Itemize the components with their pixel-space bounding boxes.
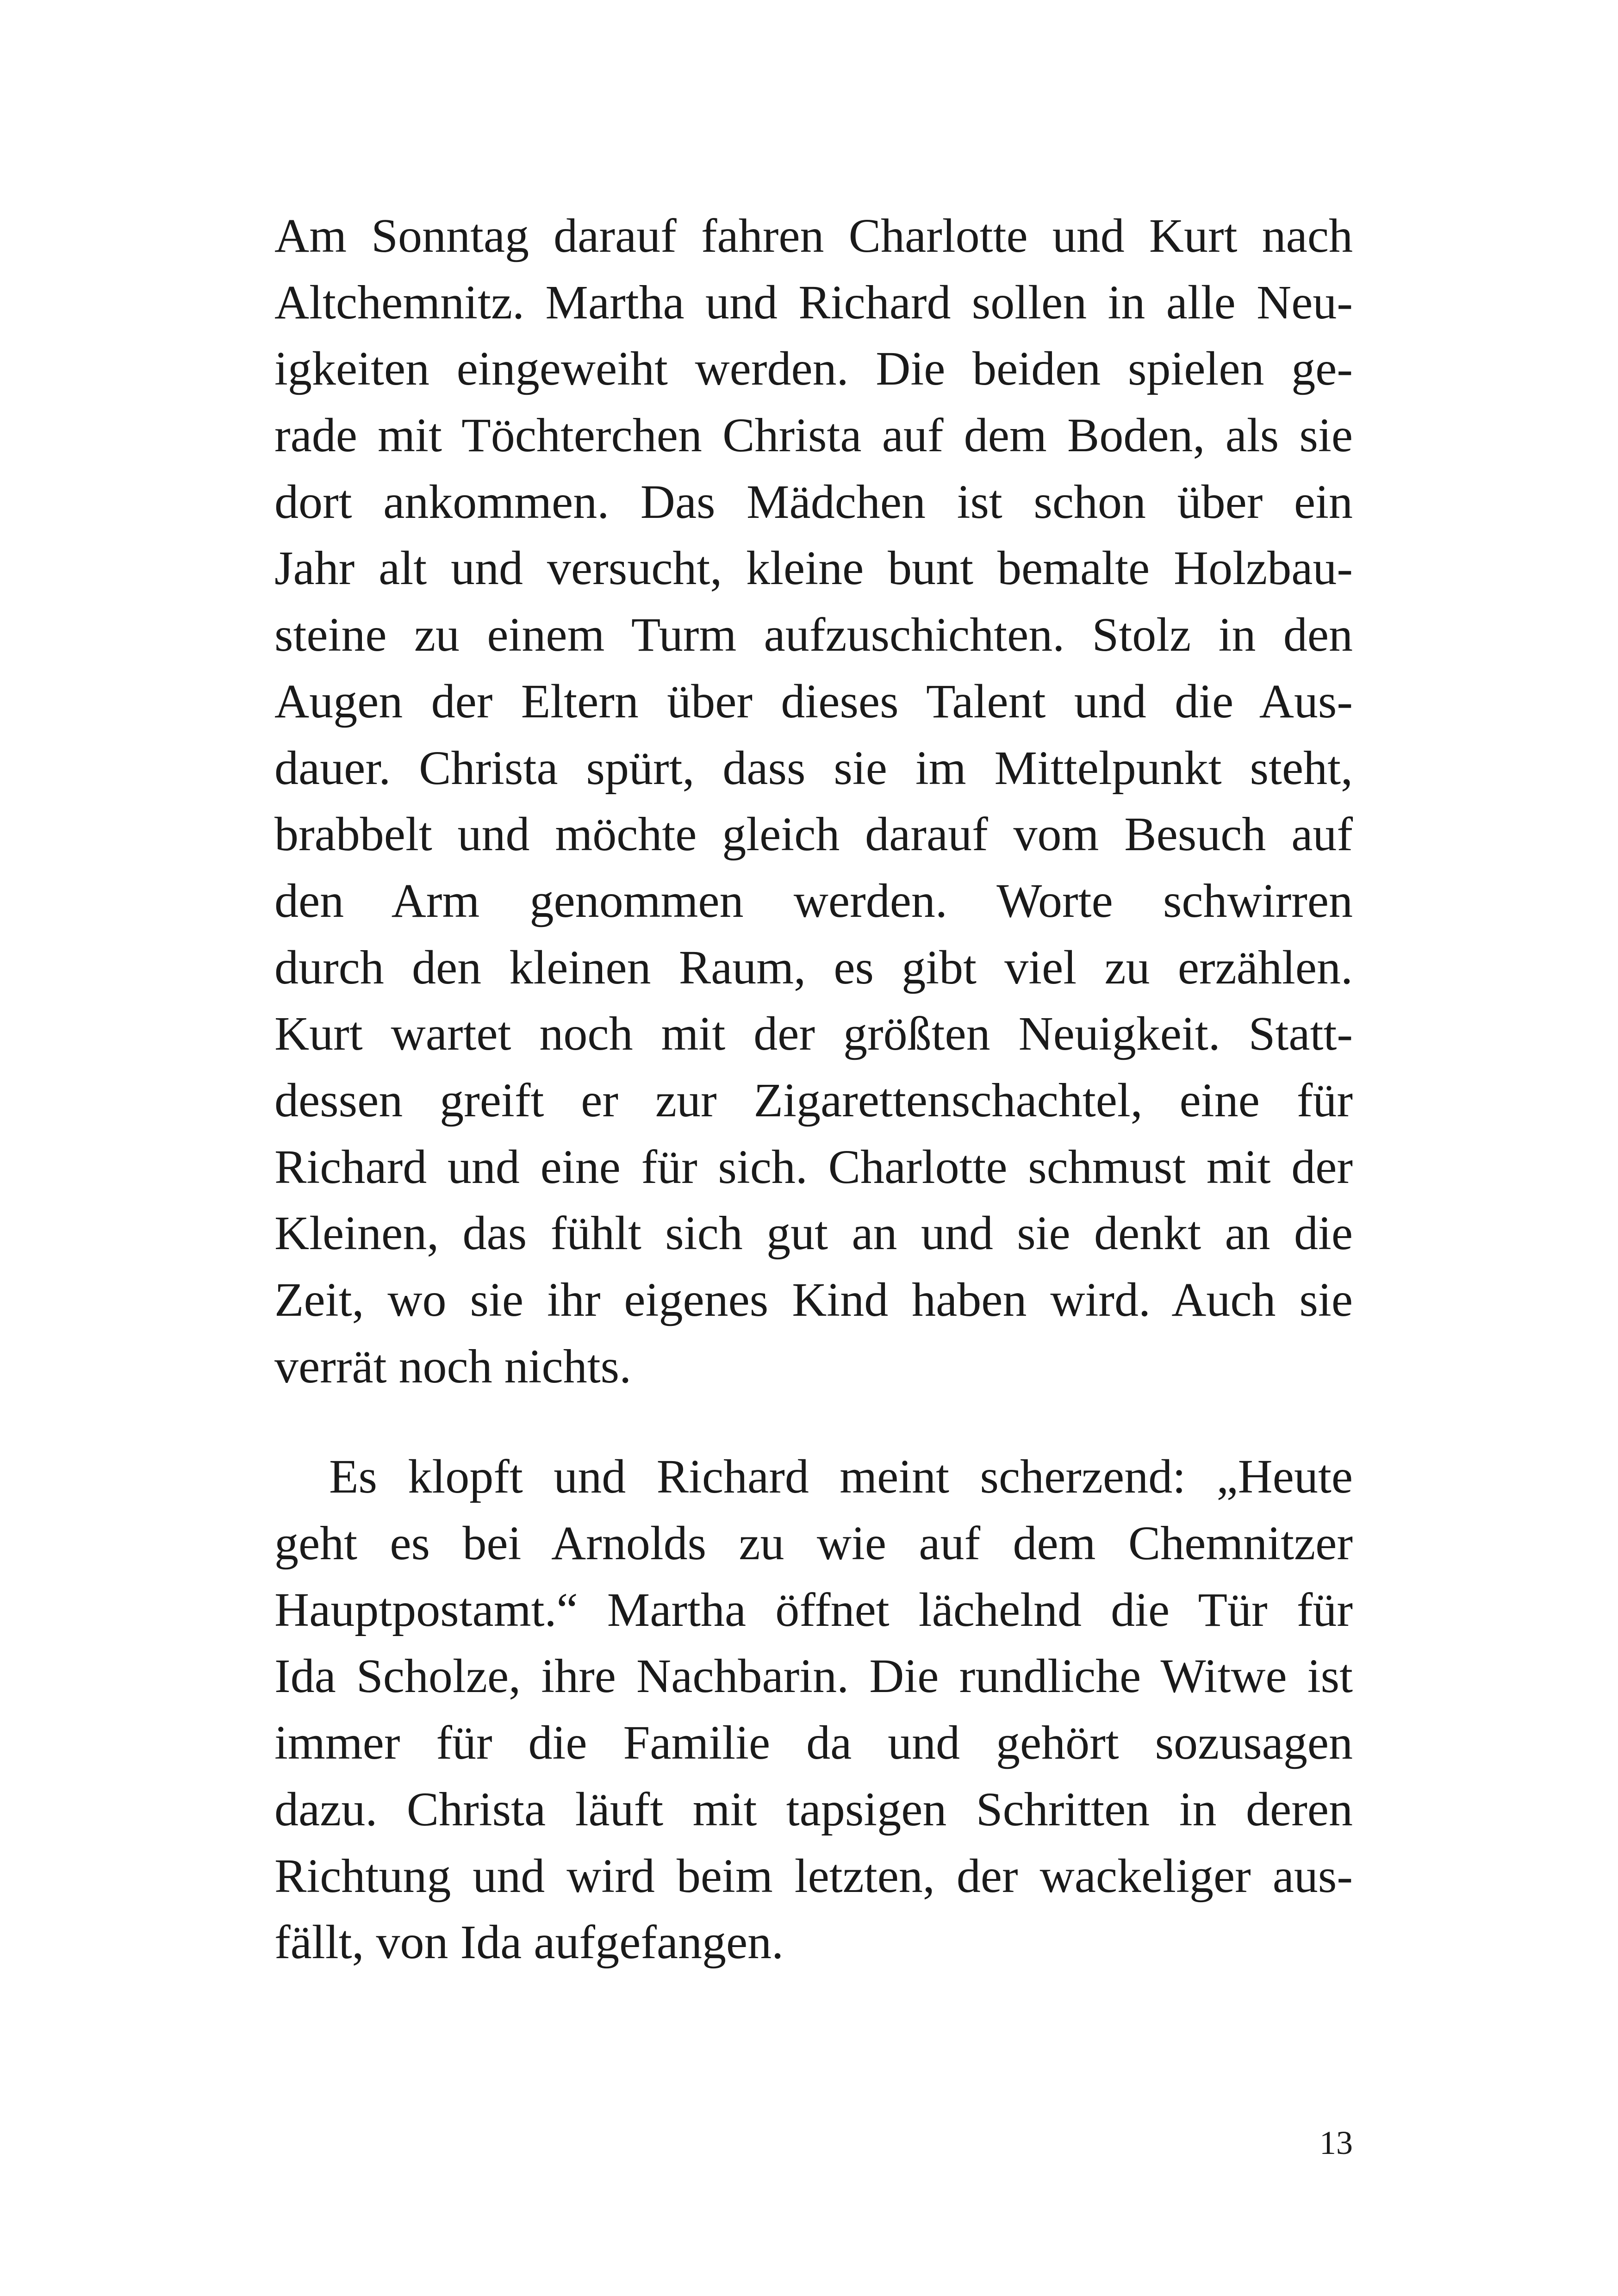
page-number: 13	[1319, 2124, 1353, 2161]
text-line: Jahr alt und versucht, kleine bunt bemalte Holzbau-	[274, 541, 1353, 595]
text-line: fällt, von Ida aufgefangen.	[274, 1916, 784, 1969]
text-line: den Arm genommen werden. Worte schwirren	[274, 874, 1353, 927]
text-line: Hauptpostamt.“ Martha öffnet lächelnd die Tür für	[274, 1583, 1353, 1636]
text-line: Richard und eine für sich. Charlotte schmust mit der	[274, 1140, 1353, 1194]
paragraph-spacer	[274, 1400, 1353, 1444]
body-text	[274, 203, 1353, 1976]
text-line: Richtung und wird beim letzten, der wackeliger aus-	[274, 1849, 1353, 1903]
text-line: rade mit Töchterchen Christa auf dem Boden, als sie	[274, 409, 1353, 462]
text-line: Ida Scholze, ihre Nachbarin. Die rundliche Witwe ist	[274, 1649, 1353, 1703]
text-line: Altchemnitz. Martha und Richard sollen in alle Neu-	[274, 275, 1353, 329]
text-line: dort ankommen. Das Mädchen ist schon über ein	[274, 475, 1353, 529]
text-line: Kleinen, das fühlt sich gut an und sie denkt an die	[274, 1207, 1353, 1260]
text-line: verrät noch nichts.	[274, 1339, 632, 1393]
text-line: igkeiten eingeweiht werden. Die beiden spielen ge-	[274, 342, 1353, 396]
text-line: Augen der Eltern über dieses Talent und die Aus-	[274, 674, 1353, 728]
text-line: Am Sonntag darauf fahren Charlotte und Kurt nach	[274, 209, 1353, 262]
paragraph-1	[274, 203, 1353, 1400]
text-line: steine zu einem Turm aufzuschichten. Stolz in den	[274, 608, 1353, 662]
text-line: Kurt wartet noch mit der größten Neuigkeit. Statt-	[274, 1007, 1353, 1061]
text-line: dessen greift er zur Zigarettenschachtel, eine für	[274, 1073, 1353, 1127]
text-line: durch den kleinen Raum, es gibt viel zu erzählen.	[274, 940, 1353, 994]
text-line: Zeit, wo sie ihr eigenes Kind haben wird. Auch sie	[274, 1273, 1353, 1326]
text-line: dazu. Christa läuft mit tapsigen Schritten in deren	[274, 1782, 1353, 1836]
text-line: Es klopft und Richard meint scherzend: „Heute	[329, 1450, 1353, 1504]
text-line: geht es bei Arnolds zu wie auf dem Chemnitzer	[274, 1517, 1353, 1570]
text-line: dauer. Christa spürt, dass sie im Mittelpunkt steht,	[274, 741, 1353, 795]
text-line: brabbelt und möchte gleich darauf vom Besuch auf	[274, 808, 1353, 861]
paragraph-2	[274, 1444, 1353, 1976]
text-line: immer für die Familie da und gehört sozusagen	[274, 1716, 1353, 1770]
